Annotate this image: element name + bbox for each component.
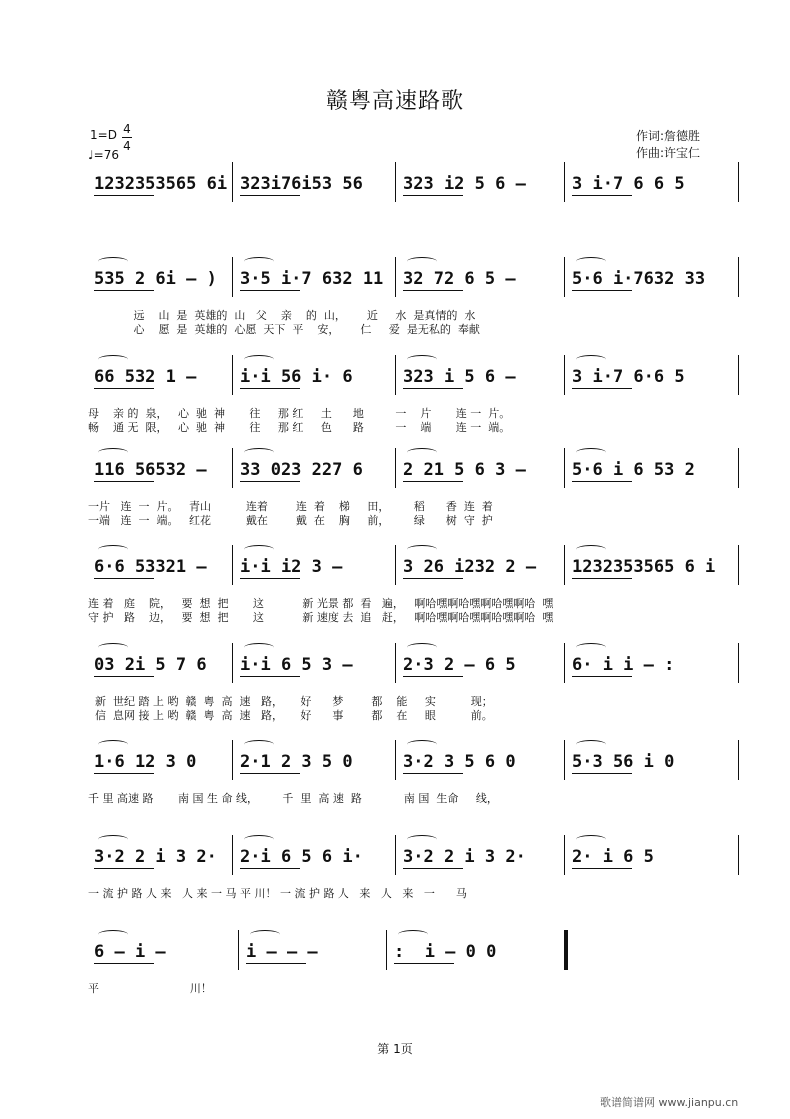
barline xyxy=(564,162,565,202)
measure: 2·3 2 – 6 5 xyxy=(403,655,516,675)
slur xyxy=(244,257,274,266)
site-watermark: 歌谱简谱网 www.jianpu.cn xyxy=(600,1096,739,1109)
slur xyxy=(407,643,437,652)
beam-underline xyxy=(94,773,154,774)
lyric-line: 平 川！ xyxy=(88,982,212,995)
beam-underline xyxy=(403,195,463,196)
slur xyxy=(98,930,128,939)
measure: 5·6 i·7632 33 xyxy=(572,269,706,289)
lyric-line: 千 里 高速 路 南 国 生 命 线， 千 里 高 速 路 南 国 生命 线， xyxy=(88,792,498,805)
measure: i – – – xyxy=(246,942,318,962)
measure: 1232353565 6 i xyxy=(572,557,716,577)
barline xyxy=(395,643,396,683)
beam-underline xyxy=(403,773,463,774)
barline xyxy=(232,835,233,875)
measure: 116 56532 – xyxy=(94,460,207,480)
slur xyxy=(576,448,606,457)
slur xyxy=(244,355,274,364)
meter-top: 4 xyxy=(123,122,131,136)
slur xyxy=(244,740,274,749)
beam-underline xyxy=(240,290,300,291)
barline xyxy=(232,162,233,202)
measure: 6· i i – : xyxy=(572,655,675,675)
beam-underline xyxy=(94,388,154,389)
measure: : i – 0 0 xyxy=(394,942,497,962)
measure: 5·3 56 i 0 xyxy=(572,752,675,772)
measure: 3 i·7 6·6 5 xyxy=(572,367,685,387)
measure: 1·6 12 3 0 xyxy=(94,752,197,772)
measure: 6 – i – xyxy=(94,942,166,962)
measure: 3·2 2 i 3 2· xyxy=(94,847,217,867)
slur xyxy=(98,545,128,554)
notation-line xyxy=(88,172,740,196)
slur xyxy=(244,643,274,652)
lyric-line: 畅 通 无 限， 心 驰 神 往 那 红 色 路 一 端 连 一 端。 xyxy=(88,421,511,434)
barline xyxy=(564,257,565,297)
slur xyxy=(407,448,437,457)
slur xyxy=(576,643,606,652)
beam-underline xyxy=(94,578,154,579)
beam-underline xyxy=(572,868,632,869)
barline xyxy=(395,740,396,780)
barline-end xyxy=(738,740,739,780)
lyric-line: 守 护 路 边， 要 想 把 这 新 速度 去 追 赶， 啊哈嘿啊哈嘿啊哈嘿啊哈 嘿 xyxy=(88,611,554,624)
barline xyxy=(564,835,565,875)
lyric-line: 母 亲 的 泉， 心 驰 神 往 那 红 土 地 一 片 连 一 片。 xyxy=(88,407,511,420)
beam-underline xyxy=(394,963,454,964)
beam-underline xyxy=(240,773,300,774)
lyric-line: 远 山 是 英雄的 山 父 亲 的 山， 近 水 是真情的 水 xyxy=(88,309,476,322)
slur xyxy=(98,740,128,749)
barline xyxy=(564,355,565,395)
measure: 3·5 i·7 632 11 xyxy=(240,269,384,289)
measure: 33 023 227 6 xyxy=(240,460,363,480)
beam-underline xyxy=(94,676,154,677)
barline-end xyxy=(738,448,739,488)
slur xyxy=(244,448,274,457)
slur xyxy=(576,257,606,266)
barline xyxy=(395,545,396,585)
measure: 323i76i53 56 xyxy=(240,174,363,194)
notation-line xyxy=(88,458,740,482)
barline xyxy=(232,257,233,297)
lyric-line: 心 愿 是 英雄的 心愿 天下 平 安， 仁 爱 是无私的 奉献 xyxy=(88,323,480,336)
slur xyxy=(244,545,274,554)
beam-underline xyxy=(240,481,300,482)
beam-underline xyxy=(403,290,463,291)
beam-underline xyxy=(94,868,154,869)
beam-underline xyxy=(240,868,300,869)
measure: 3 26 i232 2 – xyxy=(403,557,537,577)
slur xyxy=(407,835,437,844)
beam-underline xyxy=(94,290,154,291)
beam-underline xyxy=(94,481,154,482)
tempo-mark: ♩=76 xyxy=(88,148,119,162)
beam-underline xyxy=(240,195,300,196)
beam-underline xyxy=(572,195,632,196)
barline xyxy=(238,930,239,970)
barline-end xyxy=(738,257,739,297)
barline xyxy=(232,643,233,683)
beam-underline xyxy=(240,578,300,579)
barline xyxy=(564,448,565,488)
notation-line xyxy=(88,653,740,677)
barline-end xyxy=(738,162,739,202)
barline xyxy=(395,835,396,875)
barline xyxy=(395,162,396,202)
barline xyxy=(232,355,233,395)
measure: i·i 56 i· 6 xyxy=(240,367,353,387)
slur xyxy=(98,257,128,266)
beam-underline xyxy=(572,773,632,774)
slur xyxy=(98,355,128,364)
beam-underline xyxy=(246,963,306,964)
beam-underline xyxy=(403,868,463,869)
measure: 3 i·7 6 6 5 xyxy=(572,174,685,194)
barline xyxy=(395,257,396,297)
barline-end xyxy=(738,545,739,585)
notation-line xyxy=(88,940,740,964)
barline xyxy=(564,740,565,780)
measure: 03 2i 5 7 6 xyxy=(94,655,207,675)
slur xyxy=(244,835,274,844)
beam-underline xyxy=(240,676,300,677)
lyric-line: 一 流 护 路 人 来 人 来 一 马 平 川！ 一 流 护 路 人 来 人 来 一 马 xyxy=(88,887,467,900)
page-number: 第 1页 xyxy=(377,1042,413,1056)
barline xyxy=(564,545,565,585)
key-signature: 1=D xyxy=(90,128,117,142)
beam-underline xyxy=(94,195,154,196)
barline-end xyxy=(738,643,739,683)
notation-line xyxy=(88,555,740,579)
slur xyxy=(576,740,606,749)
song-title: 赣粤高速路歌 xyxy=(325,89,464,114)
barline xyxy=(386,930,387,970)
slur xyxy=(98,835,128,844)
beam-underline xyxy=(572,481,632,482)
slur xyxy=(576,355,606,364)
barline-end xyxy=(738,355,739,395)
barline xyxy=(564,643,565,683)
lyric-line: 一片 连 一 片。 青山 连着 连 着 梯 田， 稻 香 连 着 xyxy=(88,500,493,513)
beam-underline xyxy=(572,388,632,389)
slur xyxy=(407,257,437,266)
barline xyxy=(395,355,396,395)
notation-line xyxy=(88,365,740,389)
measure: 323 i2 5 6 – xyxy=(403,174,526,194)
beam-underline xyxy=(240,388,300,389)
lyric-line: 连 着 庭 院， 要 想 把 这 新 光景 都 看 遍， 啊哈嘿啊哈嘿啊哈嘿啊哈 嘿 xyxy=(88,597,554,610)
measure: 1232353565 6i xyxy=(94,174,228,194)
measure: 32 72 6 5 – xyxy=(403,269,516,289)
notation-line xyxy=(88,267,740,291)
measure: 2 21 5 6 3 – xyxy=(403,460,526,480)
measure: 2· i 6 5 xyxy=(572,847,654,867)
slur xyxy=(98,643,128,652)
time-signature xyxy=(122,122,132,153)
beam-underline xyxy=(403,676,463,677)
beam-underline xyxy=(572,290,632,291)
composer-credit: 作曲:许宝仁 xyxy=(636,146,701,160)
notation-line xyxy=(88,750,740,774)
measure: 3·2 3 5 6 0 xyxy=(403,752,516,772)
barline xyxy=(232,545,233,585)
measure: 535 2 6i – ) xyxy=(94,269,217,289)
measure: i·i i2 3 – xyxy=(240,557,343,577)
barline xyxy=(232,448,233,488)
barline-end xyxy=(738,835,739,875)
beam-underline xyxy=(94,963,154,964)
slur xyxy=(98,448,128,457)
barline xyxy=(232,740,233,780)
slur xyxy=(407,545,437,554)
slur xyxy=(398,930,428,939)
beam-underline xyxy=(403,578,463,579)
lyricist-credit: 作词:詹德胜 xyxy=(636,129,701,143)
measure: 2·i 6 5 6 i· xyxy=(240,847,363,867)
slur xyxy=(407,355,437,364)
slur xyxy=(576,545,606,554)
measure: 5·6 i 6 53 2 xyxy=(572,460,695,480)
meter-bottom: 4 xyxy=(123,139,131,153)
lyric-line: 新 世纪 踏 上 哟 赣 粤 高 速 路， 好 梦 都 能 实 现； xyxy=(88,695,493,708)
barline-end xyxy=(564,930,568,970)
slur xyxy=(250,930,280,939)
beam-underline xyxy=(572,578,632,579)
measure: 323 i 5 6 – xyxy=(403,367,516,387)
measure: 2·1 2 3 5 0 xyxy=(240,752,353,772)
slur xyxy=(576,835,606,844)
slur xyxy=(407,740,437,749)
beam-underline xyxy=(403,388,463,389)
measure: 3·2 2 i 3 2· xyxy=(403,847,526,867)
beam-underline xyxy=(403,481,463,482)
beam-underline xyxy=(572,676,632,677)
measure: i·i 6 5 3 – xyxy=(240,655,353,675)
notation-line xyxy=(88,845,740,869)
measure: 66 532 1 – xyxy=(94,367,197,387)
barline xyxy=(395,448,396,488)
measure: 6·6 53321 – xyxy=(94,557,207,577)
lyric-line: 一端 连 一 端。 红花 戴在 戴 在 胸 前， 绿 树 守 护 xyxy=(88,514,493,527)
lyric-line: 信 息网 接 上 哟 赣 粤 高 速 路， 好 事 都 在 眼 前。 xyxy=(88,709,493,722)
